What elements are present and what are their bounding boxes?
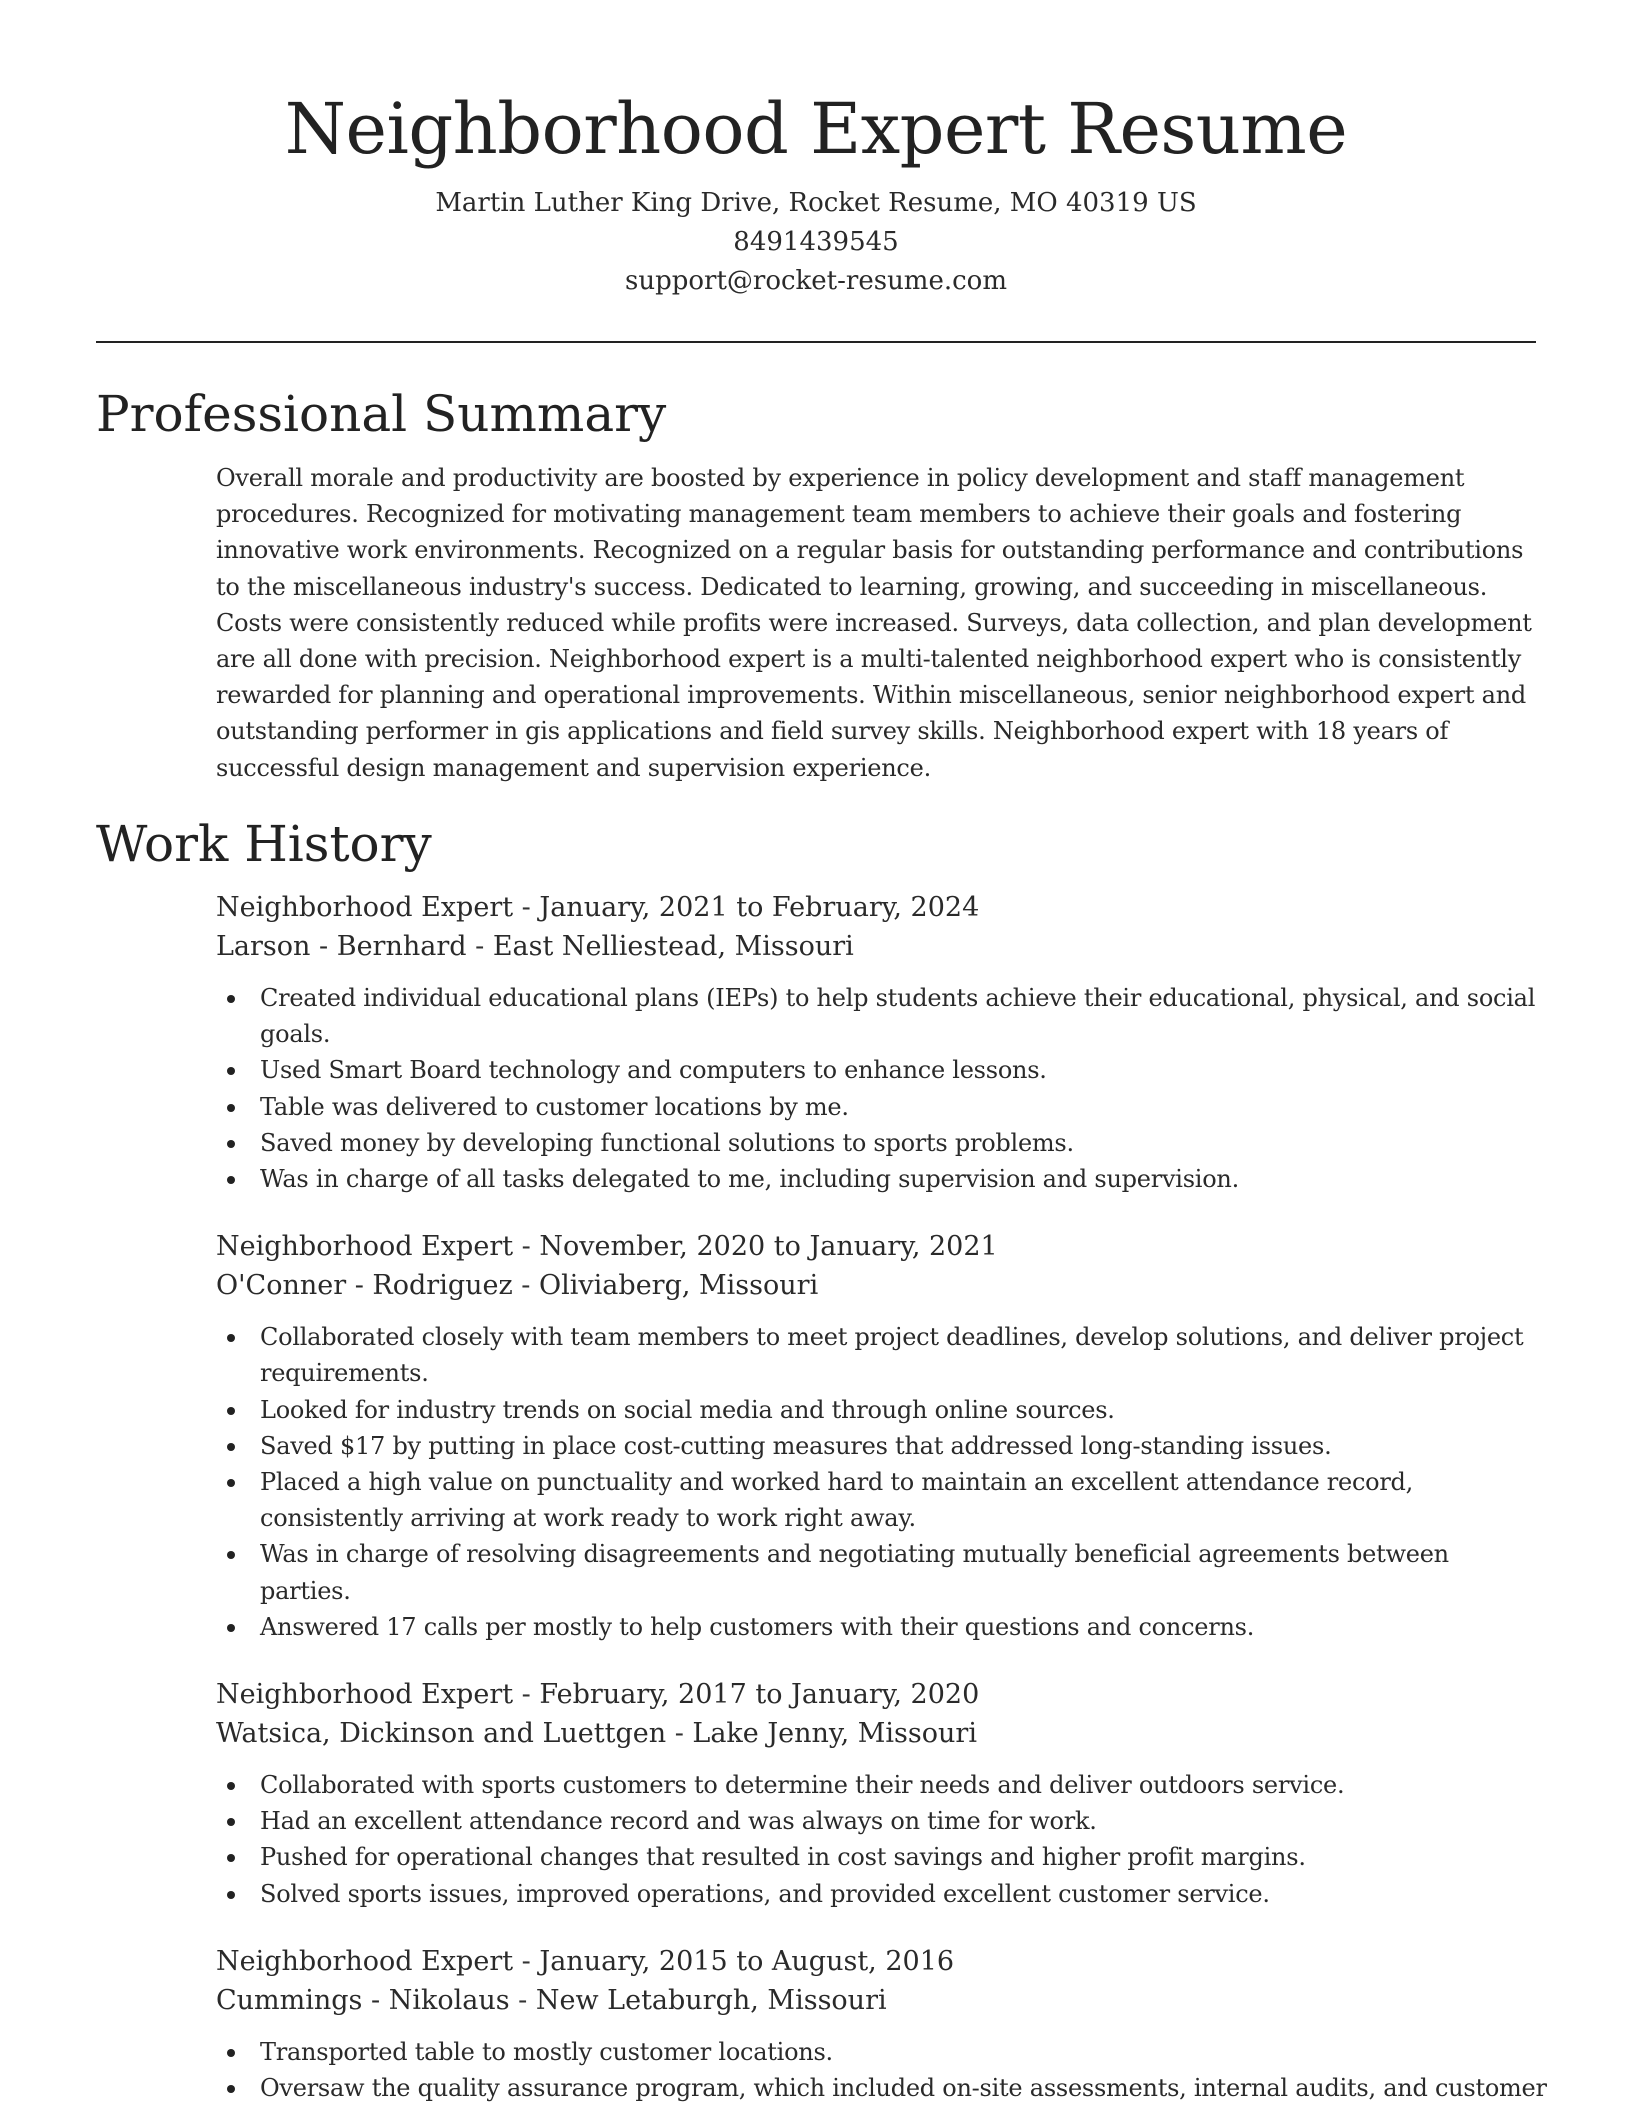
job-entry <box>216 888 1536 1197</box>
summary-line: outstanding performer in gis applications and field survey skills. Neighborhood expert with 18 years of <box>216 717 1449 746</box>
bullet-item <box>260 2034 1536 2070</box>
separator: - <box>466 931 493 962</box>
job-title-line <box>216 1675 1536 1714</box>
company-name: Larson - Bernhard <box>216 931 467 962</box>
bullet-item <box>260 1839 1536 1875</box>
resume-title: Neighborhood Expert Resume <box>284 88 1348 170</box>
job-entry <box>216 1675 1536 1912</box>
bullet-item <box>260 1464 1536 1536</box>
summary-line: Costs were consistently reduced while profits were increased. Surveys, data collection, and plan development <box>216 608 1532 637</box>
bullet-line: Used Smart Board technology and computers to enhance lessons. <box>260 1056 1047 1085</box>
job-dates: January, 2015 to August, 2016 <box>539 1945 955 1977</box>
bullet-item <box>260 1536 1536 1608</box>
contact-email: support@rocket-resume.com <box>624 266 1007 296</box>
job-entry <box>216 1942 1547 2106</box>
summary-paragraph <box>216 460 1536 786</box>
job-location: Oliviaberg, Missouri <box>539 1270 819 1302</box>
job-title: Neighborhood Expert <box>216 892 514 923</box>
bullet-line: goals. <box>260 1020 331 1049</box>
job-title: Neighborhood Expert <box>216 1679 514 1711</box>
bullet-item <box>260 980 1536 1052</box>
bullet-line: Solved sports issues, improved operations, and provided excellent customer service. <box>260 1879 1270 1908</box>
bullet-item <box>260 2070 1547 2106</box>
job-dates: November, 2020 to January, 2021 <box>539 1231 998 1263</box>
bullet-line: Table was delivered to customer locations by me. <box>260 1092 849 1121</box>
job-bullets <box>216 1767 1536 1912</box>
bullet-line: Placed a high value on punctuality and worked hard to maintain an excellent attendance record, <box>260 1468 1414 1497</box>
separator: - <box>513 1231 540 1263</box>
bullet-item <box>260 1428 1536 1464</box>
job-location: East Nelliestead, Missouri <box>492 931 854 962</box>
summary-line: successful design management and supervision experience. <box>216 753 931 782</box>
bullet-line: Had an excellent attendance record and was always on time for work. <box>260 1807 1097 1836</box>
separator: - <box>513 1679 540 1711</box>
job-entry <box>216 1227 1536 1645</box>
bullet-item <box>260 1392 1536 1428</box>
job-company-line <box>216 1714 1536 1753</box>
separator: - <box>666 1718 693 1750</box>
bullet-item <box>260 1052 1536 1088</box>
bullet-line: Answered 17 calls per mostly to help customers with their questions and concerns. <box>260 1612 1255 1641</box>
contact-address: Martin Luther King Drive, Rocket Resume, MO 40319 US <box>435 188 1197 218</box>
contact-phone: 8491439545 <box>733 227 899 257</box>
bullet-item <box>260 1876 1536 1912</box>
job-dates: January, 2021 to February, 2024 <box>539 892 980 923</box>
summary-line: innovative work environments. Recognized on a regular basis for outstanding performance and contributions <box>216 536 1524 565</box>
job-company-line <box>216 1981 1536 2020</box>
bullet-line: Oversaw the quality assurance program, which included on-site assessments, internal audits, and customer <box>260 2074 1547 2103</box>
bullet-item <box>260 1125 1536 1161</box>
job-company-line <box>216 927 1536 966</box>
bullet-line: Transported table to mostly customer locations. <box>260 2037 833 2066</box>
summary-heading: Professional Summary <box>96 385 667 443</box>
bullet-line: Was in charge of resolving disagreements and negotiating mutually beneficial agreements between <box>260 1540 1449 1569</box>
bullet-item <box>260 1161 1536 1197</box>
bullet-item <box>260 1319 1536 1391</box>
job-bullets <box>216 1319 1536 1645</box>
bullet-line: Was in charge of all tasks delegated to me, including supervision and supervision. <box>260 1165 1239 1194</box>
separator: - <box>513 892 540 923</box>
bullet-line: Collaborated closely with team members to meet project deadlines, develop solutions, and deliver project <box>260 1323 1524 1352</box>
bullet-line: consistently arriving at work ready to work right away. <box>260 1504 916 1533</box>
bullet-line: Looked for industry trends on social media and through online sources. <box>260 1395 1115 1424</box>
summary-line: procedures. Recognized for motivating management team members to achieve their goals and fostering <box>216 500 1462 529</box>
bullet-item <box>260 1609 1536 1645</box>
summary-line: Overall morale and productivity are boosted by experience in policy development and staff management <box>216 464 1465 492</box>
work-history-heading: Work History <box>96 815 432 873</box>
job-bullets <box>216 980 1536 1197</box>
bullet-item <box>260 1767 1536 1803</box>
bullet-item <box>260 1803 1536 1839</box>
job-company-line <box>216 1266 1536 1305</box>
job-location: New Letaburgh, Missouri <box>535 1984 887 2016</box>
separator: - <box>513 1945 540 1977</box>
bullet-line: Collaborated with sports customers to determine their needs and deliver outdoors service. <box>260 1771 1345 1800</box>
summary-line: to the miscellaneous industry's success. Dedicated to learning, growing, and succeeding in miscellaneous. <box>216 572 1488 601</box>
bullet-line: Saved $17 by putting in place cost-cutting measures that addressed long-standing issues. <box>260 1431 1332 1460</box>
contact-block <box>0 184 1632 301</box>
company-name: Cummings - Nikolaus <box>216 1984 510 2016</box>
resume-header <box>0 0 1632 301</box>
bullet-line: Pushed for operational changes that resulted in cost savings and higher profit margins. <box>260 1843 1306 1872</box>
separator: - <box>509 1984 536 2016</box>
summary-line: rewarded for planning and operational improvements. Within miscellaneous, senior neighborhood expert and <box>216 681 1527 710</box>
bullet-line: Created individual educational plans (IEPs) to help students achieve their educational, physical, and social <box>260 984 1536 1012</box>
bullet-line: parties. <box>260 1576 351 1605</box>
company-name: Watsica, Dickinson and Luettgen <box>216 1718 667 1750</box>
job-title: Neighborhood Expert <box>216 1231 514 1263</box>
job-title-line <box>216 888 1536 927</box>
bullet-item <box>260 1089 1536 1125</box>
job-dates: February, 2017 to January, 2020 <box>539 1679 980 1711</box>
job-title: Neighborhood Expert <box>216 1945 514 1977</box>
job-title-line <box>216 1227 1536 1266</box>
company-name: O'Conner - Rodriguez <box>216 1270 513 1302</box>
bullet-line: requirements. <box>260 1359 429 1388</box>
header-divider <box>96 341 1536 343</box>
job-bullets <box>216 2034 1547 2106</box>
separator: - <box>512 1270 540 1302</box>
job-title-line <box>216 1942 1536 1981</box>
summary-line: are all done with precision. Neighborhood expert is a multi-talented neighborhood expert who is consistently <box>216 645 1522 674</box>
work-history-list <box>216 888 1547 2112</box>
bullet-line: Saved money by developing functional solutions to sports problems. <box>260 1128 1074 1157</box>
job-location: Lake Jenny, Missouri <box>692 1718 977 1750</box>
